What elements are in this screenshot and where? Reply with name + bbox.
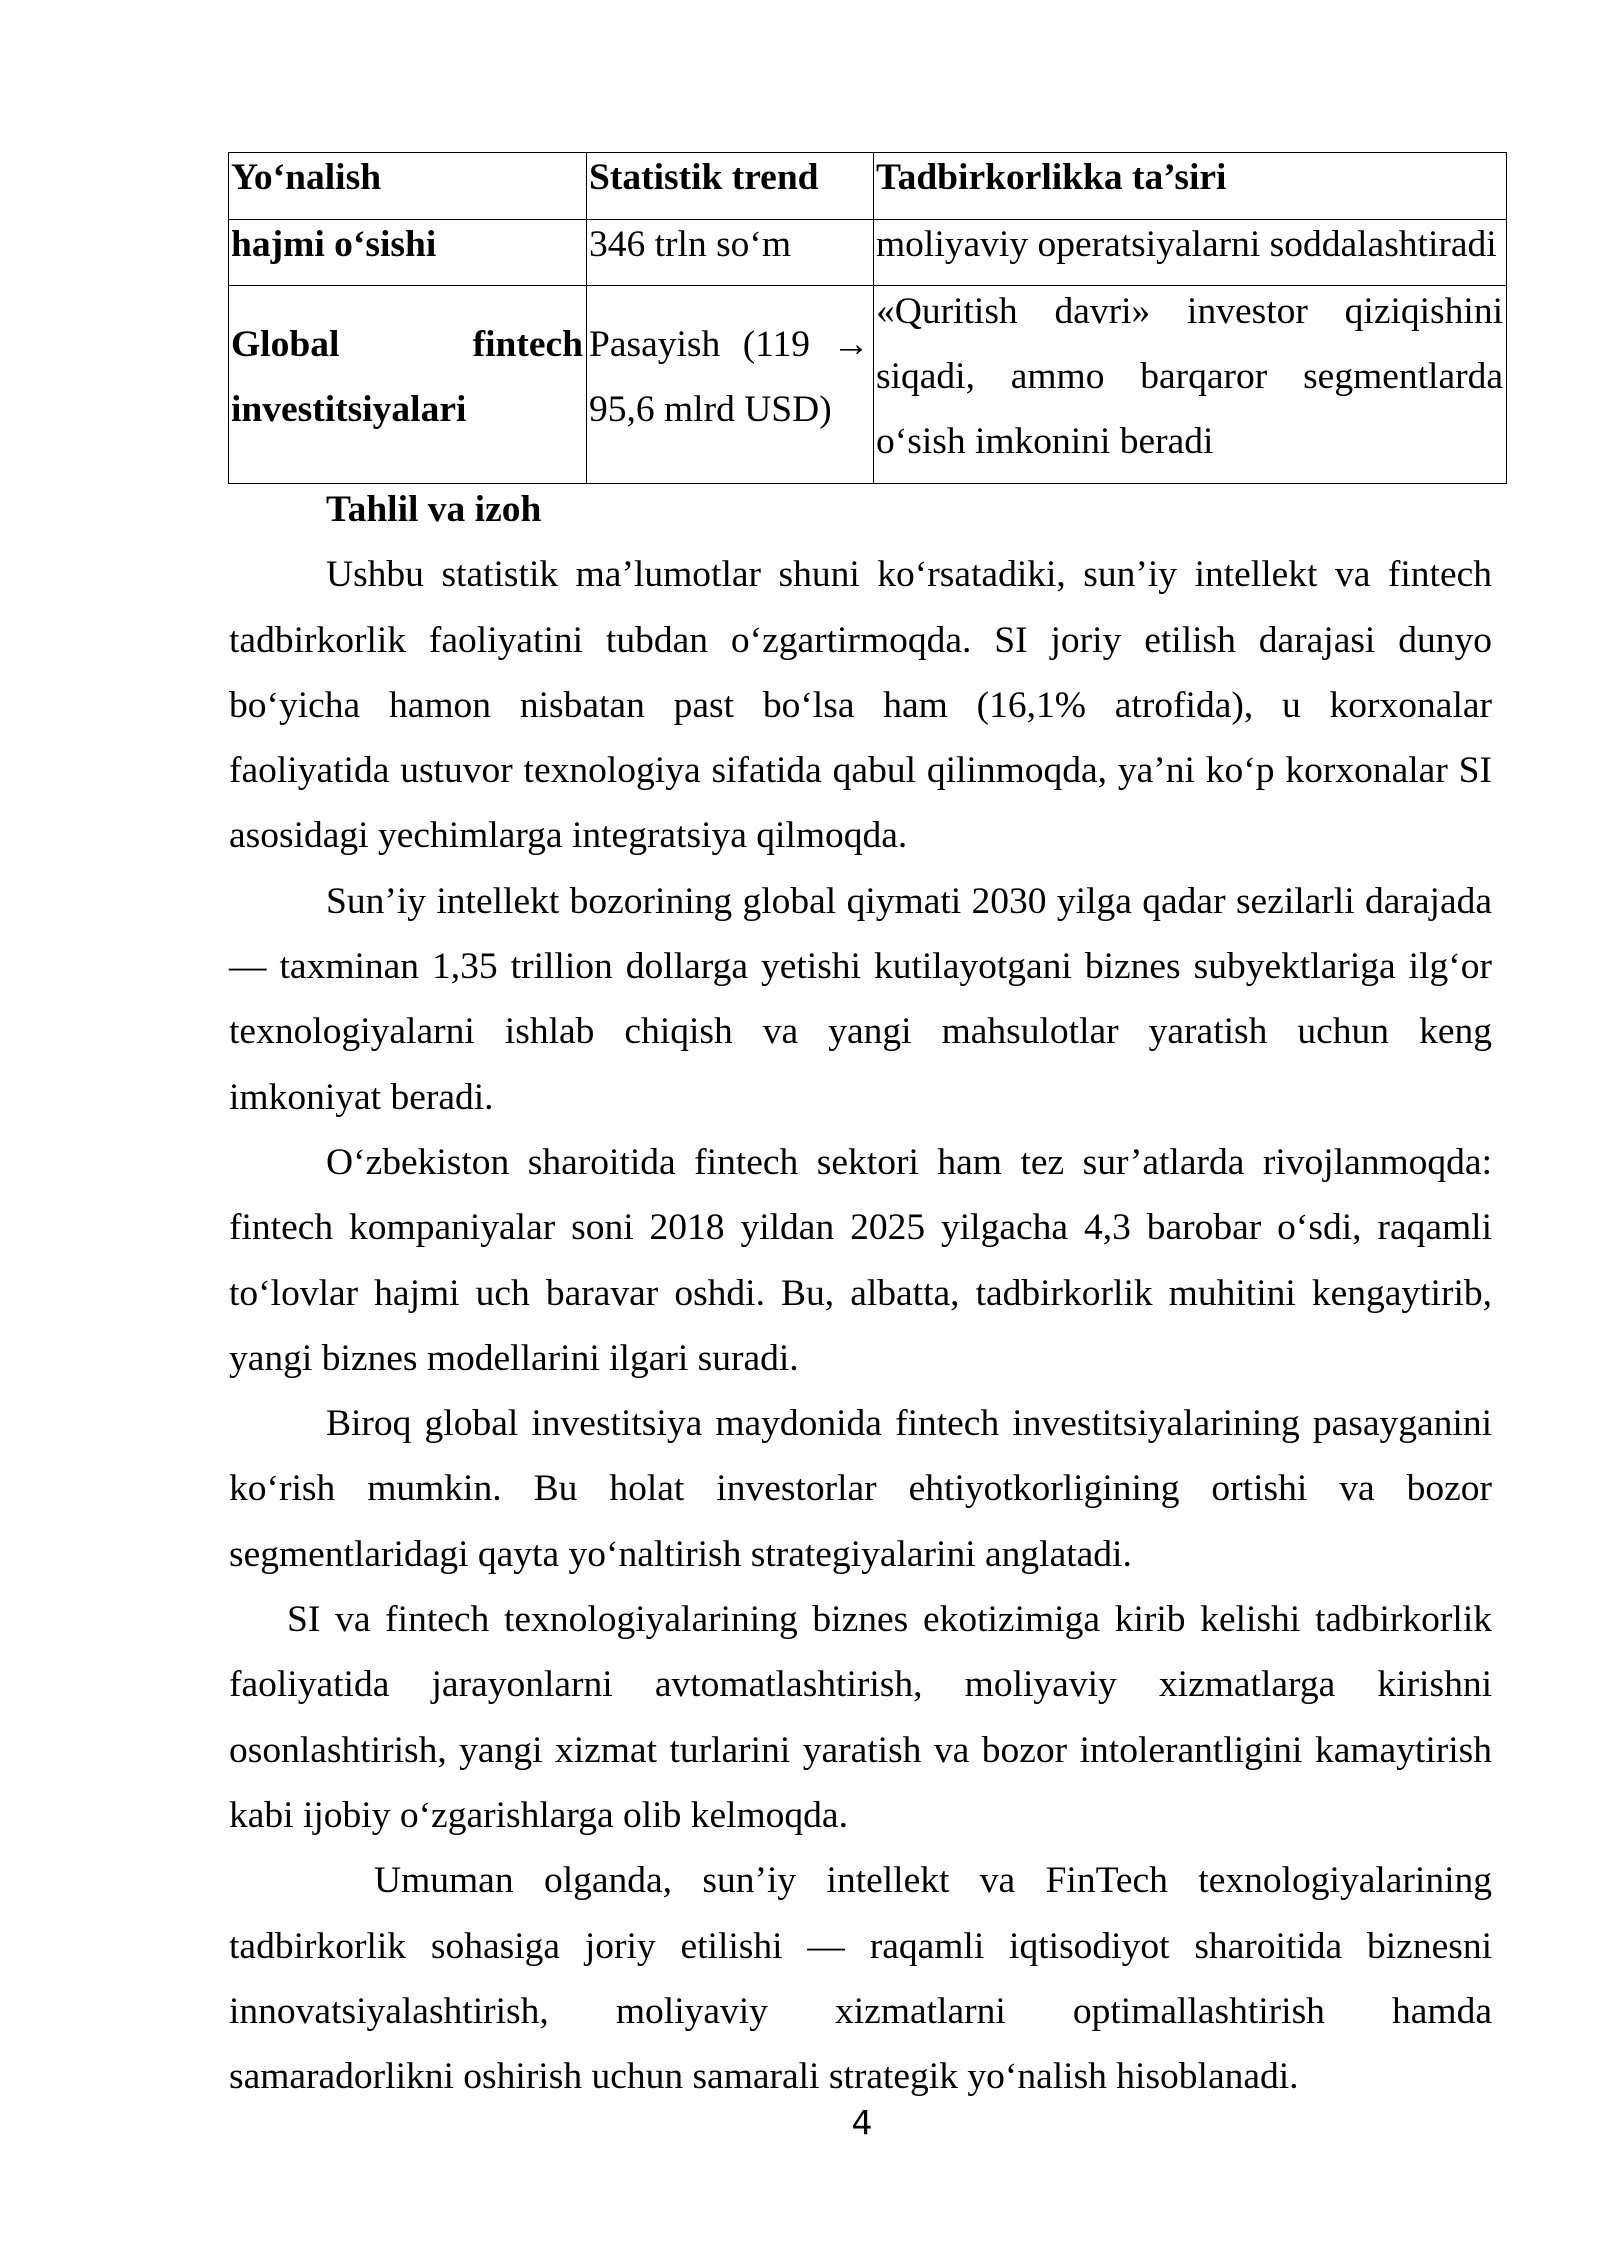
paragraph-line: kabi ijobiy o‘zgarishlarga olib kelmoqda. xyxy=(229,1794,848,1836)
analysis-section xyxy=(229,477,1493,2109)
cell-impact xyxy=(874,286,1507,484)
header-cell-impact xyxy=(874,153,1507,220)
cell-trend xyxy=(587,220,874,286)
paragraph-line: faoliyatida jarayonlarni avtomatlashtirish, moliyaviy xizmatlarga kirishni xyxy=(229,1664,1492,1706)
table-row xyxy=(229,220,1507,286)
paragraph-line: Ushbu statistik ma’lumotlar shuni ko‘rsatadiki, sun’iy intellekt va fintech xyxy=(326,554,1492,596)
paragraph-line: faoliyatida ustuvor texnologiya sifatida qabul qilinmoqda, ya’ni ko‘p korxonalar SI xyxy=(229,750,1492,792)
paragraph xyxy=(229,1391,1493,1587)
table-row xyxy=(229,286,1507,484)
paragraph-line: — taxminan 1,35 trillion dollarga yetishi kutilayotgani biznes subyektlariga ilg‘or xyxy=(229,946,1492,988)
cell-direction xyxy=(229,286,587,484)
cell-trend xyxy=(587,286,874,484)
cell-line: 346 trln so‘m xyxy=(589,224,792,265)
cell-line: hajmi o‘sishi xyxy=(231,224,437,265)
paragraph-line: bo‘yicha hamon nisbatan past bo‘lsa ham (16,1% atrofida), u korxonalar xyxy=(229,684,1492,726)
paragraph-line: yangi biznes modellarini ilgari suradi. xyxy=(229,1337,799,1379)
paragraph-line: ko‘rish mumkin. Bu holat investorlar ehtiyotkorligining ortishi va bozor xyxy=(229,1468,1492,1510)
paragraph-line: imkoniyat beradi. xyxy=(229,1076,494,1118)
paragraph-line: tadbirkorlik faoliyatini tubdan o‘zgartirmoqda. SI joriy etilish darajasi dunyo xyxy=(229,619,1492,661)
cell-line: 95,6 mlrd USD) xyxy=(589,388,832,430)
paragraph-line: asosidagi yechimlarga integratsiya qilmoqda. xyxy=(229,815,908,857)
header-cell-direction xyxy=(229,153,587,220)
paragraph xyxy=(229,1587,1493,1848)
header-label: Yo‘nalish xyxy=(231,157,382,199)
paragraph xyxy=(229,869,1493,1130)
paragraph-line: to‘lovlar hajmi uch baravar oshdi. Bu, albatta, tadbirkorlik muhitini kengaytirib, xyxy=(229,1272,1492,1314)
section-heading: Tahlil va izoh xyxy=(326,489,542,530)
cell-line: o‘sish imkonini beradi xyxy=(876,421,1214,463)
paragraph xyxy=(229,542,1493,868)
paragraph-line: texnologiyalarni ishlab chiqish va yangi mahsulotlar yaratish uchun keng xyxy=(229,1011,1492,1053)
table-header-row xyxy=(229,153,1507,220)
paragraph-line: samaradorlikni oshirish uchun samarali strategik yo‘nalish hisoblanadi. xyxy=(229,2056,1299,2098)
paragraph-line: innovatsiyalashtirish, moliyaviy xizmatlarni optimallashtirish hamda xyxy=(229,1990,1492,2032)
cell-line: moliyaviy operatsiyalarni soddalashtiradi xyxy=(876,224,1497,265)
paragraph-line: segmentlaridagi qayta yo‘naltirish strategiyalarini anglatadi. xyxy=(229,1533,1132,1575)
paragraph-line: Biroq global investitsiya maydonida fintech investitsiyalarining pasayganini xyxy=(326,1403,1493,1445)
paragraph-line: tadbirkorlik sohasiga joriy etilishi — raqamli iqtisodiyot sharoitida biznesni xyxy=(229,1925,1492,1967)
paragraph-line: osonlashtirish, yangi xizmat turlarini yaratish va bozor intolerantligini kamaytirish xyxy=(229,1729,1492,1771)
page-number: 4 xyxy=(851,2103,873,2142)
header-cell-trend xyxy=(587,153,874,220)
paragraph xyxy=(229,1848,1493,2109)
cell-line: Global fintech xyxy=(231,323,583,365)
paragraph xyxy=(229,1130,1493,1391)
cell-line: Pasayish (119 → xyxy=(589,323,870,365)
paragraph-line: fintech kompaniyalar soni 2018 yildan 2025 yilgacha 4,3 barobar o‘sdi, raqamli xyxy=(229,1207,1492,1249)
header-label: Statistik trend xyxy=(589,157,819,199)
header-label: Tadbirkorlikka ta’siri xyxy=(876,157,1227,199)
cell-line: investitsiyalari xyxy=(231,388,467,430)
cell-impact xyxy=(874,220,1507,286)
paragraph-line: SI va fintech texnologiyalarining biznes ekotizimiga kirib kelishi tadbirkorlik xyxy=(287,1599,1492,1641)
paragraph-line: O‘zbekiston sharoitida fintech sektori ham tez sur’atlarda rivojlanmoqda: xyxy=(326,1141,1492,1183)
cell-line: siqadi, ammo barqaror segmentlarda xyxy=(876,356,1503,398)
cell-line: «Quritish davri» investor qiziqishini xyxy=(876,290,1503,332)
statistics-table xyxy=(228,152,1507,484)
paragraph-line: Umuman olganda, sun’iy intellekt va FinTech texnologiyalarining xyxy=(374,1860,1492,1902)
paragraph-line: Sun’iy intellekt bozorining global qiymati 2030 yilga qadar sezilarli darajada xyxy=(326,880,1492,922)
cell-direction xyxy=(229,220,587,286)
